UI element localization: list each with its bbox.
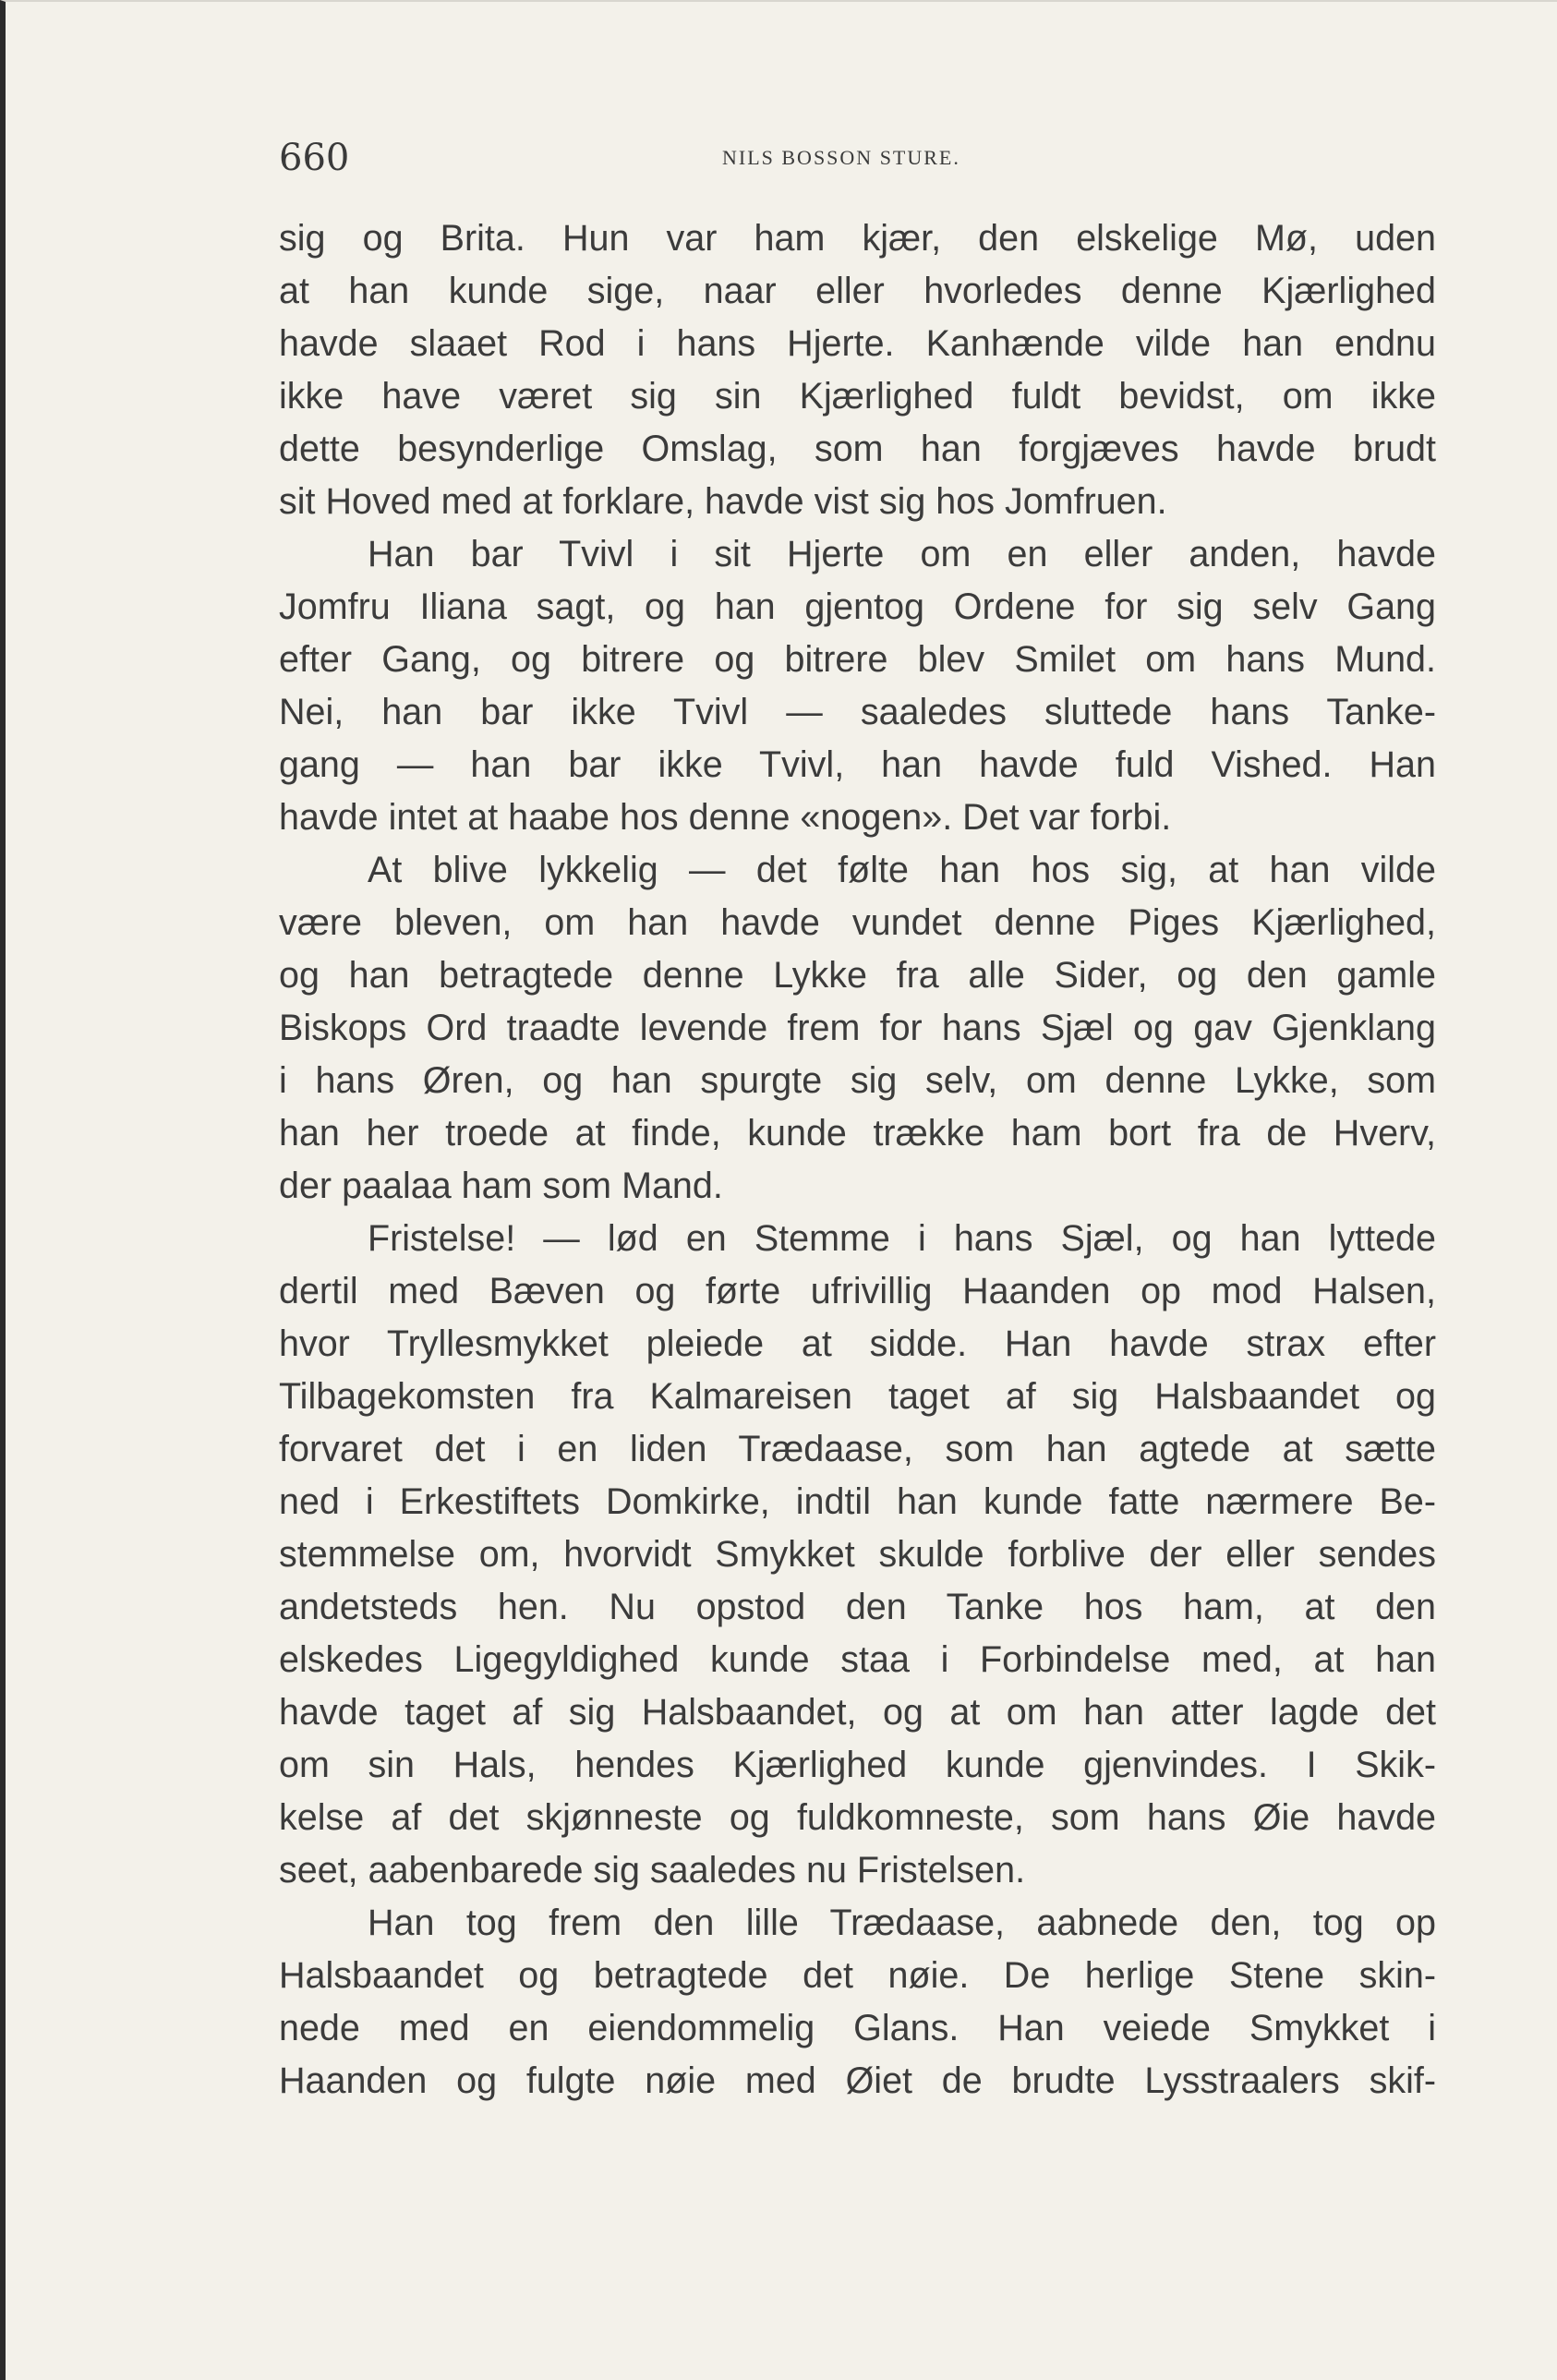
text-line: og han betragtede denne Lykke fra alle Sider, og den gamle [279, 955, 1436, 996]
text-line: Halsbaandet og betragtede det nøie. De herlige Stene skin- [279, 1955, 1436, 1996]
text-line: dertil med Bæven og førte ufrivillig Haanden op mod Halsen, [279, 1271, 1436, 1311]
text-line: han her troede at finde, kunde trække ham bort fra de Hverv, [279, 1113, 1436, 1154]
text-line: i hans Øren, og han spurgte sig selv, om denne Lykke, som [279, 1060, 1436, 1101]
body-text [279, 212, 1436, 2108]
text-line: forvaret det i en liden Trædaase, som han agtede at sætte [279, 1429, 1436, 1469]
text-line: Tilbagekomsten fra Kalmareisen taget af sig Halsbaandet og [279, 1376, 1436, 1417]
text-line: være bleven, om han havde vundet denne Piges Kjærlighed, [279, 902, 1436, 943]
text-line: At blive lykkelig — det følte han hos sig, at han vilde [368, 850, 1436, 890]
text-line: Nei, han bar ikke Tvivl — saaledes sluttede hans Tanke- [279, 692, 1436, 732]
page-header [279, 137, 1436, 192]
text-line: kelse af det skjønneste og fuldkomneste, som hans Øie havde [279, 1797, 1436, 1838]
paragraph [279, 1213, 1436, 1897]
text-line: hvor Tryllesmykket pleiede at sidde. Han havde strax efter [279, 1323, 1436, 1364]
paragraph [279, 212, 1436, 528]
text-line: Fristelse! — lød en Stemme i hans Sjæl, og han lyttede [368, 1218, 1436, 1259]
text-line: ikke have været sig sin Kjærlighed fuldt bevidst, om ikke [279, 376, 1436, 417]
text-line: havde taget af sig Halsbaandet, og at om han atter lagde det [279, 1692, 1436, 1733]
text-line: nede med en eiendommelig Glans. Han veiede Smykket i [279, 2008, 1436, 2048]
paragraph [279, 1897, 1436, 2108]
text-line: havde intet at haabe hos denne «nogen». Det var forbi. [279, 797, 1172, 838]
paragraph [279, 844, 1436, 1213]
text-line: efter Gang, og bitrere og bitrere blev Smilet om hans Mund. [279, 639, 1436, 680]
text-line: Han tog frem den lille Trædaase, aabnede den, tog op [368, 1903, 1436, 1943]
text-line: dette besynderlige Omslag, som han forgjæves havde brudt [279, 429, 1436, 469]
text-line: ned i Erkestiftets Domkirke, indtil han kunde fatte nærmere Be- [279, 1481, 1436, 1522]
text-line: havde slaaet Rod i hans Hjerte. Kanhænde vilde han endnu [279, 323, 1436, 364]
text-line: stemmelse om, hvorvidt Smykket skulde forblive der eller sendes [279, 1534, 1436, 1575]
text-line: sit Hoved med at forklare, havde vist sig hos Jomfruen. [279, 481, 1167, 522]
text-line: Jomfru Iliana sagt, og han gjentog Ordene for sig selv Gang [279, 586, 1436, 627]
text-line: gang — han bar ikke Tvivl, han havde fuld Vished. Han [279, 744, 1436, 785]
running-head: NILS BOSSON STURE. [722, 146, 960, 169]
text-line: Haanden og fulgte nøie med Øiet de brudte Lysstraalers skif- [279, 2060, 1436, 2101]
page-number: 660 [279, 137, 350, 179]
text-line: seet, aabenbarede sig saaledes nu Fristelsen. [279, 1850, 1026, 1891]
text-line: elskedes Ligegyldighed kunde staa i Forbindelse med, at han [279, 1639, 1436, 1680]
text-line: at han kunde sige, naar eller hvorledes denne Kjærlighed [279, 271, 1436, 311]
text-line: om sin Hals, hendes Kjærlighed kunde gjenvindes. I Skik- [279, 1745, 1436, 1785]
text-line: andetsteds hen. Nu opstod den Tanke hos ham, at den [279, 1587, 1436, 1627]
paragraph [279, 528, 1436, 844]
text-line: Han bar Tvivl i sit Hjerte om en eller anden, havde [368, 534, 1436, 574]
text-line: sig og Brita. Hun var ham kjær, den elskelige Mø, uden [279, 218, 1436, 259]
text-line: Biskops Ord traadte levende frem for hans Sjæl og gav Gjenklang [279, 1008, 1436, 1048]
text-line: der paalaa ham som Mand. [279, 1166, 723, 1206]
